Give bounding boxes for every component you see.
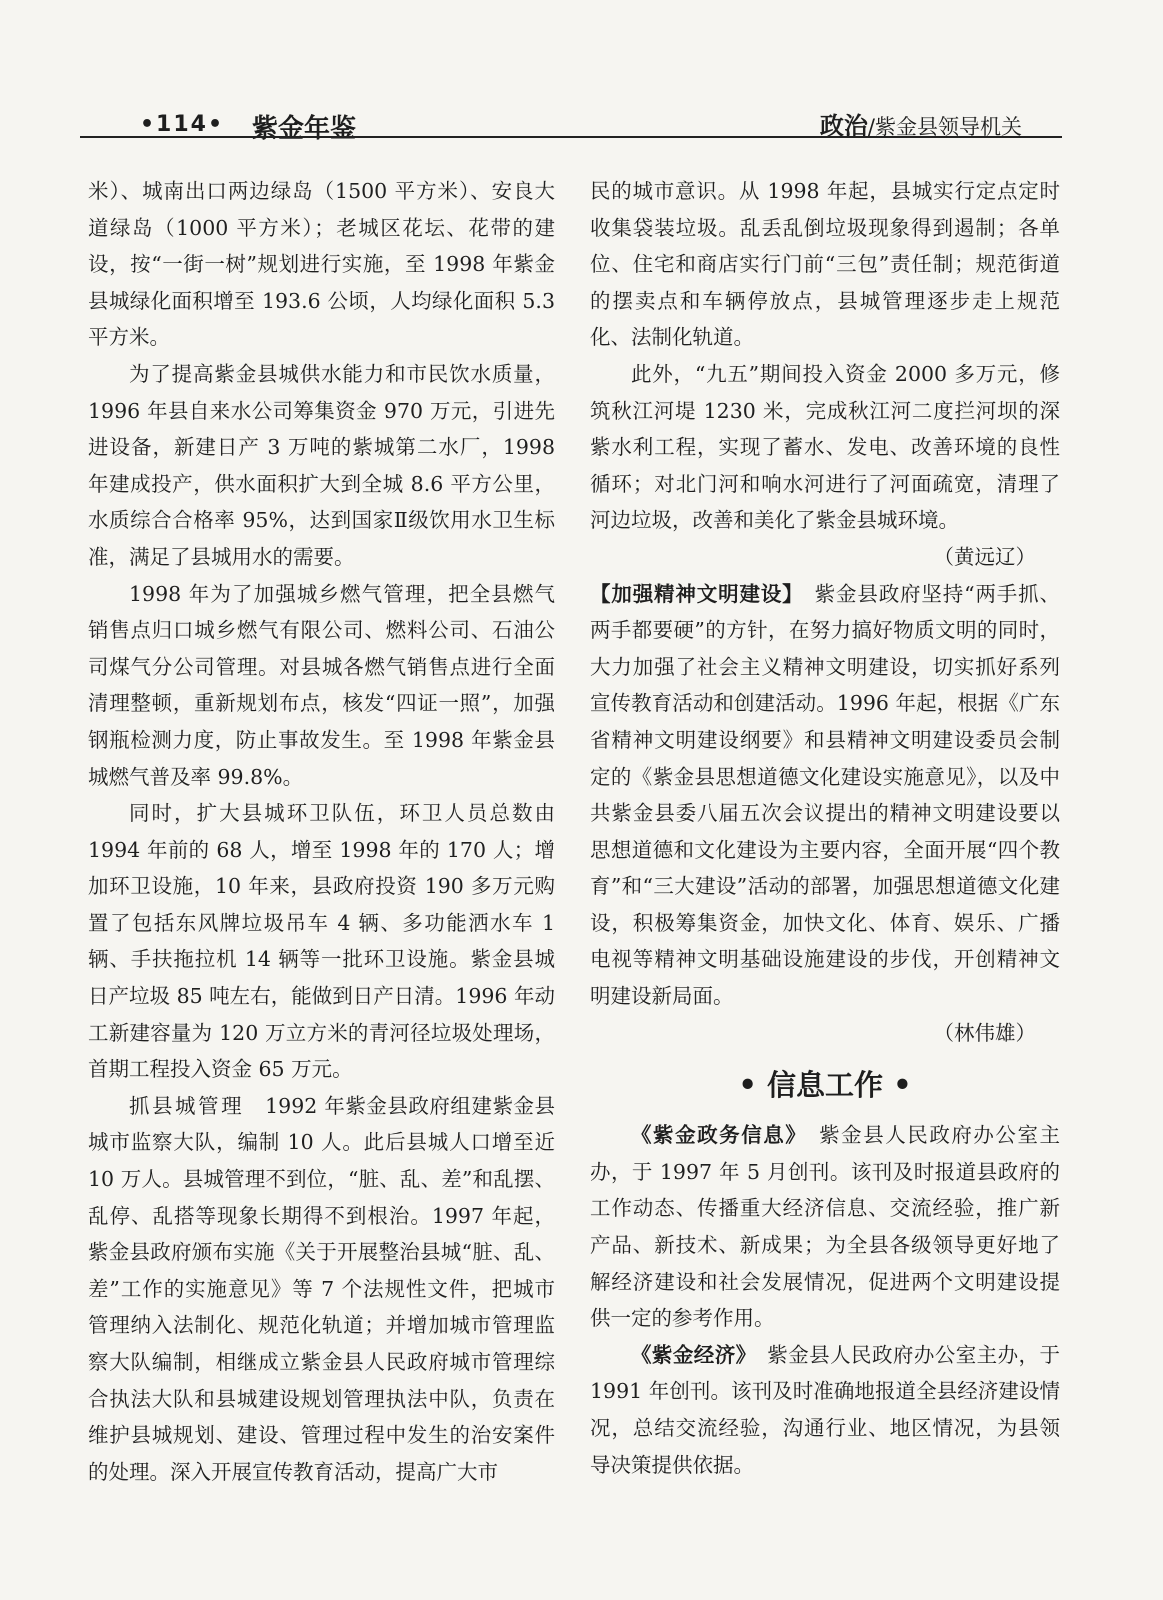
section-heading: • 信息工作 •: [738, 1068, 912, 1103]
paragraph: 民的城市意识。从 1998 年起，县城实行定点定时收集袋装垃圾。乱丢乱倒垃圾现象得到遏制；各单位、住宅和商店实行门前“三包”责任制；规范街道的摆卖点和车辆停放点，县城管理逐步走上规范化、法制化轨道。: [590, 179, 1060, 350]
paragraph: 同时，扩大县城环卫队伍，环卫人员总数由 1994 年前的 68 人，增至 1998 年的 170 人；增加环卫设施，10 年来，县政府投资 190 多万元购置了包括东风牌垃圾吊车 4 辆、多功能洒水车 1 辆、手扶拖拉机 14 辆等一批环卫设施。紫金县城日产垃圾 85 吨左右，能做到日产日清。1996 年动工新建容量为 120 万立方米的青河径垃圾处理场，首期工程投入资金 65 万元。: [88, 801, 555, 1082]
author-credit: （黄远辽）: [933, 544, 1036, 569]
publication-title: 《紫金经济》: [631, 1342, 747, 1367]
paragraph: [590, 576, 1060, 1015]
right-column: [590, 173, 1060, 1483]
paragraph: 米）、城南出口两边绿岛（1500 平方米）、安良大道绿岛（1000 平方米）；老城区花坛、花带的建设，按“一街一树”规划进行实施，至 1998 年紫金县城绿化面积增至 193.6 公顷，人均绿化面积 5.3 平方米。: [88, 179, 555, 350]
publication-title: 《紫金政务信息》: [631, 1123, 798, 1148]
entry-title: 【加强精神文明建设】: [590, 581, 794, 606]
paragraph: 1998 年为了加强城乡燃气管理，把全县燃气销售点归口城乡燃气有限公司、燃料公司、石油公司煤气分公司管理。对县城各燃气销售点进行全面清理整顿，重新规划布点，核发“四证一照”，加强钢瓶检测力度，防止事故发生。至 1998 年紫金县城燃气普及率 99.8%。: [88, 581, 555, 789]
category-sub: /紫金县领导机关: [867, 115, 1022, 139]
paragraph-body: 紫金县人民政府办公室主办，于 1997 年 5 月创刊。该刊及时报道县政府的工作动态、传播重大经济信息、交流经验，推广新产品、新技术、新成果；为全县各级领导更好地了解经济建设和社会发展情况，促进两个文明建设提供一定的参考作用。: [590, 1123, 1061, 1331]
paragraph: [590, 1337, 1060, 1483]
paragraph: [88, 1088, 555, 1491]
book-title: 紫金年鉴: [252, 114, 357, 144]
paragraph: [590, 1117, 1060, 1337]
paragraph-body: 1992 年紫金县政府组建紫金县城市监察大队，编制 10 人。此后县城人口增至近 10 万人。县城管理不到位，“脏、乱、差”和乱摆、乱停、乱搭等现象长期得不到根治。1997 年起，紫金县政府颁布实施《关于开展整治县城“脏、乱、差”工作的实施意见》等 7 个法规性文件，把城市管理纳入法制化、规范化轨道；并增加城市管理监察大队编制，相继成立紫金县人民政府城市管理综合执法大队和县城建设规划管理执法中队，负责在维护县城规划、建设、管理过程中发生的治安案件的处理。深入开展宣传教育活动，提高广大市: [88, 1093, 556, 1484]
page-number: •114•: [140, 112, 225, 137]
paragraph-body: 紫金县政府坚持“两手抓、两手都要硬”的方针，在努力搞好物质文明的同时，大力加强了社会主义精神文明建设，切实抓好系列宣传教育活动和创建活动。1996 年起，根据《广东省精神文明建设纲要》和县精神文明建设委员会制定的《紫金县思想道德文化建设实施意见》，以及中共紫金县委八届五次会议提出的精神文明建设要以思想道德和文化建设为主要内容，全面开展“四个教育”和“三大建设”活动的部署，加强思想道德文化建设，积极筹集资金，加快文化、体育、娱乐、广播电视等精神文明基础设施建设的步伐，开创精神文明建设新局面。: [590, 581, 1060, 1009]
left-column: [88, 173, 555, 1490]
paragraph-body: 紫金县人民政府办公室主办，于 1991 年创刊。该刊及时准确地报道全县经济建设情况，总结交流经验，沟通行业、地区情况，为县领导决策提供依据。: [590, 1342, 1060, 1477]
header-rule: [80, 136, 1062, 138]
paragraph: 此外，“九五”期间投入资金 2000 多万元，修筑秋江河堤 1230 米，完成秋江河二度拦河坝的深紫水利工程，实现了蓄水、发电、改善环境的良性循环；对北门河和响水河进行了河面疏宽，清理了河边垃圾，改善和美化了紫金县城环境。: [590, 361, 1060, 533]
page-header: [80, 100, 1062, 144]
author-credit: （林伟雄）: [933, 1020, 1036, 1045]
paragraph: 为了提高紫金县城供水能力和市民饮水质量，1996 年县自来水公司筹集资金 970 万元，引进先进设备，新建日产 3 万吨的紫城第二水厂，1998 年建成投产，供水面积扩大到全城 8.6 平方公里，水质综合合格率 95%，达到国家Ⅱ级饮用水卫生标准，满足了县城用水的需要。: [88, 361, 555, 569]
category-main: 政治: [819, 112, 868, 140]
inline-title: 抓县城管理: [129, 1093, 245, 1118]
